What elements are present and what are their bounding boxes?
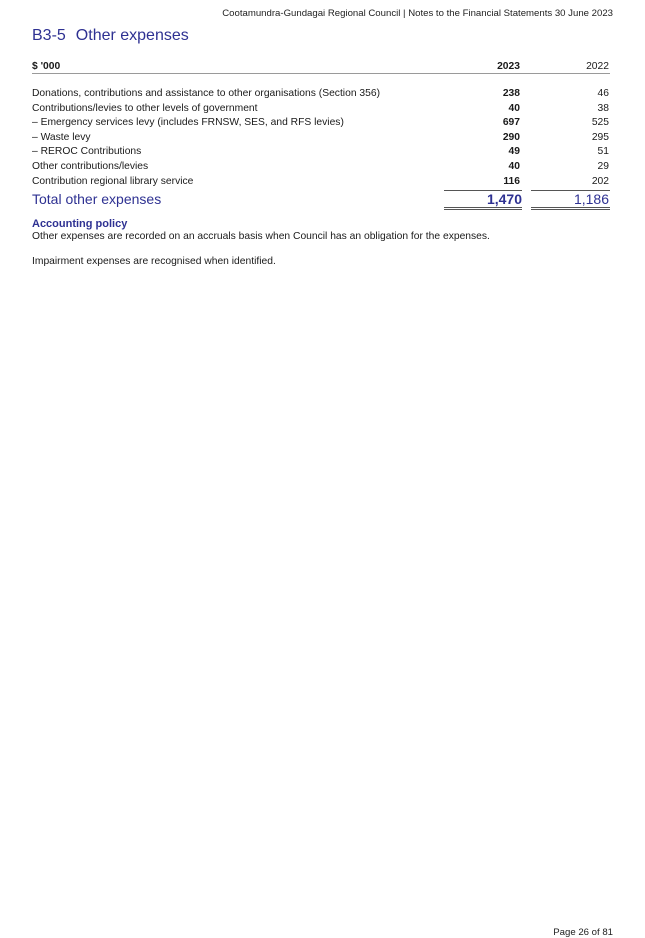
row-label: – Emergency services levy (includes FRNSW, SES, and RFS levies) [32,117,344,129]
note-title [32,27,189,45]
table-row [32,116,610,131]
row-value-2023: 40 [508,102,520,114]
column-header-2022: 2022 [586,61,609,72]
row-value-2023: 238 [502,88,520,99]
note-number: B3-5 [32,27,66,44]
row-value-2022: 525 [591,117,609,129]
page-number: Page 26 of 81 [553,927,613,938]
table-row [32,102,610,117]
row-label: – REROC Contributions [32,146,142,158]
running-header: Cootamundra-Gundagai Regional Council | Notes to the Financial Statements 30 June 2023 [222,8,613,19]
note-title-text: Other expenses [75,27,189,44]
accounting-policy-heading: Accounting policy [32,218,128,230]
table-row [32,87,610,102]
row-value-2023: 49 [508,146,520,158]
table-header [32,58,610,74]
impairment-paragraph: Impairment expenses are recognised when identified. [32,256,276,267]
row-value-2023: 290 [502,131,520,143]
row-value-2022: 295 [591,131,609,143]
row-value-2022: 29 [597,160,609,172]
table-row [32,145,610,160]
total-value-2023: 1,470 [444,190,522,210]
unit-label: $ '000 [32,61,61,72]
table-row [32,160,610,175]
row-value-2023: 40 [508,160,520,172]
total-label: Total other expenses [32,191,162,208]
row-label: Other contributions/levies [32,160,149,172]
row-value-2022: 202 [591,175,609,187]
row-label: Contribution regional library service [32,175,194,187]
row-value-2022: 46 [597,88,609,99]
row-label: – Waste levy [32,131,91,143]
row-value-2023: 116 [503,175,520,187]
column-header-2023: 2023 [497,61,520,72]
row-value-2023: 697 [502,117,520,129]
total-value-2022: 1,186 [531,190,610,210]
row-value-2022: 51 [597,146,609,158]
table-row [32,131,610,146]
row-label: Donations, contributions and assistance to other organisations (Section 356) [32,88,381,99]
table-body [32,87,610,189]
table-row [32,175,610,190]
expenses-table [32,58,610,209]
total-row [32,190,610,209]
row-value-2022: 38 [597,102,609,114]
accounting-policy-paragraph: Other expenses are recorded on an accruals basis when Council has an obligation for the expenses. [32,231,490,242]
row-label: Contributions/levies to other levels of government [32,102,258,114]
